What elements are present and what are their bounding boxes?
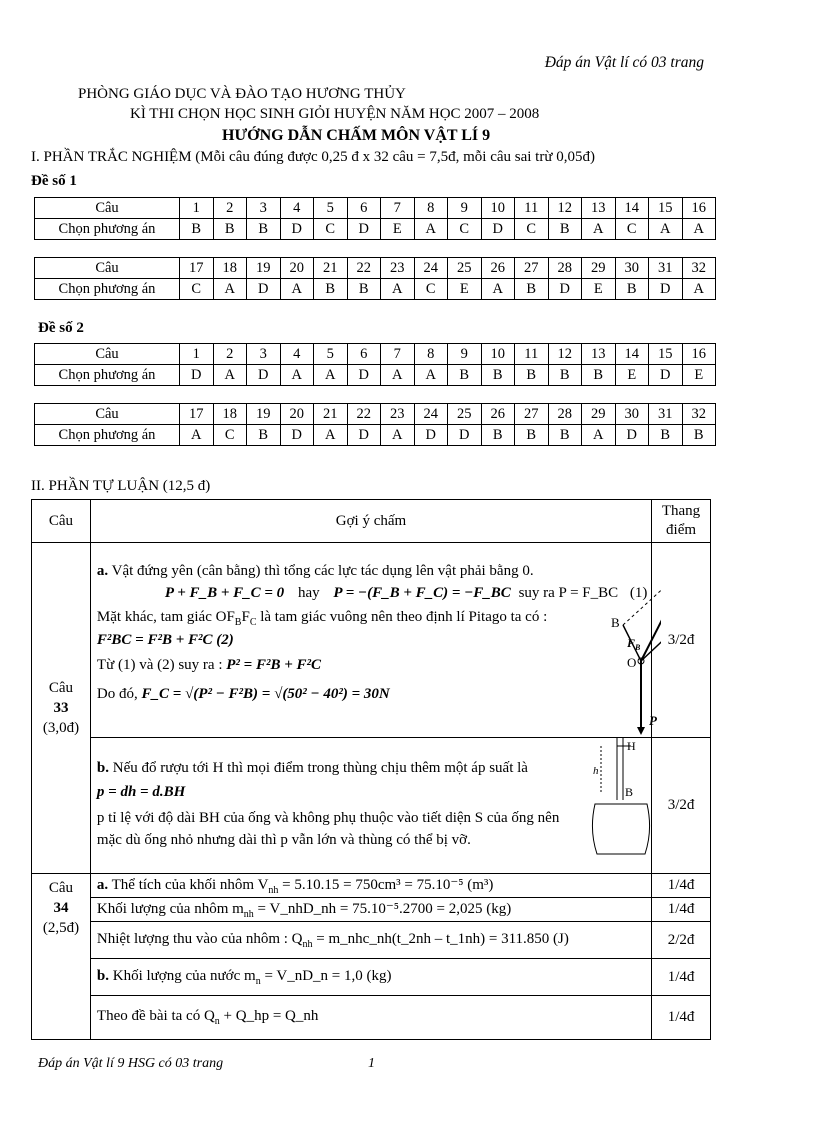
table-cell: B — [615, 279, 649, 300]
question-row — [35, 258, 716, 279]
table-cell: D — [347, 425, 381, 446]
label-h: H — [626, 739, 636, 753]
table-cell: C — [515, 219, 549, 240]
de2-table-1 — [34, 343, 716, 386]
q34-row-2-score: 1/4đ — [652, 898, 711, 922]
table-cell: A — [414, 365, 448, 386]
table-cell: A — [582, 425, 616, 446]
table-cell: D — [180, 365, 214, 386]
row-label: Câu — [35, 198, 180, 219]
part2-heading: II. PHẦN TỰ LUẬN (12,5 đ) — [31, 478, 211, 494]
table-cell: 18 — [213, 258, 247, 279]
q33a-ref1: (1) — [629, 585, 648, 601]
table-cell: 31 — [649, 404, 683, 425]
table-cell: D — [481, 219, 515, 240]
table-cell: 19 — [247, 404, 281, 425]
table-cell: 4 — [280, 198, 314, 219]
table-cell: A — [381, 425, 415, 446]
table-cell: 15 — [649, 198, 683, 219]
q34-row-3-rest: = m_nhc_nh(t_2nh – t_1nh) = 311.850 (J) — [312, 930, 569, 947]
table-cell: 8 — [414, 344, 448, 365]
table-cell: A — [481, 279, 515, 300]
q34-row-1-score: 1/4đ — [652, 874, 711, 898]
table-cell: 31 — [649, 258, 683, 279]
table-cell: A — [381, 365, 415, 386]
table-cell: 17 — [180, 258, 214, 279]
table-cell: 25 — [448, 258, 482, 279]
col-header-thang — [652, 500, 711, 543]
q33a-line6 — [97, 686, 390, 703]
de2-table-2 — [34, 403, 716, 446]
row-label: Câu — [35, 258, 180, 279]
label-fb-sub: B — [634, 643, 641, 652]
department-name: PHÒNG GIÁO DỤC VÀ ĐÀO TẠO HƯƠNG THỦY — [78, 86, 406, 102]
q34-row-3-text: Nhiệt lượng thu vào của nhôm : Q — [96, 930, 303, 947]
table-cell: 15 — [649, 344, 683, 365]
table-cell: C — [414, 279, 448, 300]
q33a-content — [90, 543, 657, 738]
q33a-line5 — [97, 657, 321, 674]
de1-table-2 — [34, 257, 716, 300]
table-cell: C — [448, 219, 482, 240]
q33b-line1 — [97, 760, 597, 777]
table-cell: E — [582, 279, 616, 300]
q33b-score: 3/2đ — [652, 738, 711, 874]
q33a-line1 — [97, 563, 637, 580]
q33b-content — [90, 738, 651, 874]
table-cell: 12 — [548, 198, 582, 219]
table-cell: D — [649, 365, 683, 386]
table-cell: 22 — [347, 404, 381, 425]
q34-row-2-text: Khối lượng của nhôm m — [96, 901, 244, 917]
table-cell: 3 — [247, 198, 281, 219]
table-cell: A — [314, 365, 348, 386]
table-cell: B — [247, 425, 281, 446]
page-number: 1 — [368, 1056, 375, 1071]
q33a-text5: Từ (1) và (2) suy ra : — [96, 657, 223, 673]
row-label: Chọn phương án — [35, 365, 180, 386]
table-cell: 1 — [180, 198, 214, 219]
table-cell: 21 — [314, 258, 348, 279]
table-cell: 1 — [180, 344, 214, 365]
table-cell: D — [347, 365, 381, 386]
table-cell: 30 — [615, 258, 649, 279]
q34-row-2-rest: = V_nhD_nh = 75.10⁻⁵.2700 = 2,025 (kg) — [253, 901, 512, 917]
q34-row-5-score: 1/4đ — [652, 996, 711, 1040]
q34-row-5-rest: + Q_hp = Q_nh — [219, 1008, 319, 1024]
table-cell: 24 — [414, 404, 448, 425]
table-cell: D — [448, 425, 482, 446]
table-cell: D — [414, 425, 448, 446]
table-cell: 6 — [347, 198, 381, 219]
table-cell: B — [548, 219, 582, 240]
barrel-figure — [591, 738, 653, 874]
table-cell: 14 — [615, 198, 649, 219]
q34-row-3 — [90, 922, 651, 959]
table-cell: B — [247, 219, 281, 240]
q34-row-5-sub: n — [214, 1016, 220, 1027]
table-cell: 20 — [280, 404, 314, 425]
table-cell: 11 — [515, 344, 549, 365]
table-cell: 16 — [682, 198, 716, 219]
q33a-eq1: P + F_B + F_C = 0 — [164, 585, 285, 601]
top-note: Đáp án Vật lí có 03 trang — [544, 54, 704, 71]
table-cell: A — [682, 219, 716, 240]
label-b2: B — [624, 785, 633, 799]
table-cell: 2 — [213, 198, 247, 219]
q33-label-cell — [32, 543, 91, 874]
table-cell: A — [414, 219, 448, 240]
de1-label: Đề số 1 — [31, 173, 77, 189]
dashed-line-1 — [623, 563, 661, 625]
row-label: Câu — [35, 344, 180, 365]
table-cell: 24 — [414, 258, 448, 279]
table-cell: B — [515, 279, 549, 300]
label-fb: F — [626, 636, 635, 650]
table-cell: 18 — [213, 404, 247, 425]
q33-label: Câu — [48, 680, 74, 696]
q34-row-4-score: 1/4đ — [652, 959, 711, 996]
table-cell: 25 — [448, 404, 482, 425]
table-cell: 29 — [582, 404, 616, 425]
table-cell: B — [180, 219, 214, 240]
table-cell: B — [548, 425, 582, 446]
table-cell: 7 — [381, 344, 415, 365]
part1-heading: I. PHẦN TRẮC NGHIỆM (Mỗi câu đúng được 0,25 đ x 32 câu = 7,5đ, mỗi câu sai trừ 0,05đ) — [31, 149, 595, 165]
table-cell: B — [548, 365, 582, 386]
table-cell: D — [247, 365, 281, 386]
q33b-eq: p = dh = d.BH — [96, 784, 186, 800]
table-cell: B — [515, 425, 549, 446]
table-cell: A — [582, 219, 616, 240]
barrel-body — [592, 804, 649, 854]
table-cell: 5 — [314, 198, 348, 219]
table-cell: C — [314, 219, 348, 240]
q33a-eq2: P = −(F_B + F_C) = −F_BC — [333, 585, 511, 601]
table-cell: 27 — [515, 404, 549, 425]
table-cell: E — [682, 365, 716, 386]
table-cell: 8 — [414, 198, 448, 219]
table-cell: A — [180, 425, 214, 446]
table-cell: C — [180, 279, 214, 300]
q34-row-4-rest: = V_nD_n = 1,0 (kg) — [260, 967, 392, 984]
footer-note: Đáp án Vật lí 9 HSG có 03 trang — [38, 1056, 224, 1071]
q33a-text3c: là tam giác vuông nên theo định lí Pitago ta có : — [256, 609, 548, 625]
table-cell: 27 — [515, 258, 549, 279]
table-cell: A — [682, 279, 716, 300]
table-cell: A — [381, 279, 415, 300]
table-cell: D — [247, 279, 281, 300]
q33a-bold: a. — [96, 563, 109, 579]
answer-row — [35, 219, 716, 240]
q33b-bold: b. — [96, 760, 109, 776]
q33a-text6: Do đó, — [96, 686, 138, 702]
table-cell: 9 — [448, 344, 482, 365]
table-cell: C — [213, 425, 247, 446]
table-cell: 19 — [247, 258, 281, 279]
table-cell: B — [213, 219, 247, 240]
table-cell: B — [649, 425, 683, 446]
q34-row-2 — [90, 898, 651, 922]
q33b-line4: mặc dù ống nhỏ nhưng dài thì p vẫn lớn và thùng có thể bị vỡ. — [96, 832, 471, 848]
table-cell: 22 — [347, 258, 381, 279]
row-label: Chọn phương án — [35, 425, 180, 446]
q34-row-1-rest: = 5.10.15 = 750cm³ = 75.10⁻⁵ (m³) — [278, 877, 494, 893]
question-row — [35, 344, 716, 365]
table-cell: 21 — [314, 404, 348, 425]
table-cell: D — [347, 219, 381, 240]
diem-label: điểm — [666, 522, 697, 538]
table-cell: A — [649, 219, 683, 240]
table-cell: D — [615, 425, 649, 446]
table-cell: 16 — [682, 344, 716, 365]
q34-number: 34 — [53, 900, 69, 916]
table-cell: E — [381, 219, 415, 240]
question-row — [35, 198, 716, 219]
table-cell: 12 — [548, 344, 582, 365]
q33a-score: 3/2đ — [652, 543, 711, 738]
q34-row-3-sub: nh — [302, 938, 313, 950]
q34-row-2-sub: nh — [243, 909, 254, 920]
table-cell: 7 — [381, 198, 415, 219]
q34-points: (2,5đ) — [42, 920, 80, 936]
force-diagram — [561, 543, 661, 738]
q33b-text1: Nếu đổ rượu tới H thì mọi điểm trong thùng chịu thêm một áp suất là — [109, 760, 528, 776]
table-cell: B — [515, 365, 549, 386]
q33a-sub-b: B — [234, 617, 242, 628]
essay-table — [31, 499, 711, 1040]
table-cell: A — [280, 365, 314, 386]
q34-row-1 — [90, 874, 651, 898]
fbc-vector — [641, 563, 661, 661]
label-hh: h — [592, 765, 599, 777]
table-cell: 32 — [682, 404, 716, 425]
table-cell: 26 — [481, 258, 515, 279]
table-cell: 14 — [615, 344, 649, 365]
table-cell: 26 — [481, 404, 515, 425]
table-cell: 23 — [381, 258, 415, 279]
table-cell: D — [548, 279, 582, 300]
table-cell: B — [448, 365, 482, 386]
q34-row-4-text: Khối lượng của nước m — [109, 967, 256, 984]
col-header-goiy: Gợi ý chấm — [90, 500, 651, 543]
answer-row — [35, 279, 716, 300]
table-cell: 13 — [582, 344, 616, 365]
q34-row-4-sub: n — [255, 975, 261, 987]
table-cell: 30 — [615, 404, 649, 425]
q33-points: (3,0đ) — [42, 720, 80, 736]
col-header-cau: Câu — [32, 500, 91, 543]
table-cell: 6 — [347, 344, 381, 365]
answer-row — [35, 365, 716, 386]
de2-label: Đề số 2 — [38, 320, 84, 336]
table-cell: B — [582, 365, 616, 386]
table-cell: B — [481, 425, 515, 446]
q34-row-1-text: Thể tích của khối nhôm V — [108, 877, 269, 893]
table-cell: E — [448, 279, 482, 300]
table-cell: 28 — [548, 258, 582, 279]
q34-row-3-score: 2/2đ — [652, 922, 711, 959]
table-cell: D — [649, 279, 683, 300]
table-cell: A — [213, 279, 247, 300]
q33-number: 33 — [53, 700, 69, 716]
table-cell: 4 — [280, 344, 314, 365]
row-label: Câu — [35, 404, 180, 425]
table-cell: A — [314, 425, 348, 446]
q34-label-cell — [32, 874, 91, 1040]
table-cell: 13 — [582, 198, 616, 219]
table-cell: 11 — [515, 198, 549, 219]
exam-name: KÌ THI CHỌN HỌC SINH GIỎI HUYỆN NĂM HỌC 2007 – 2008 — [130, 106, 540, 122]
table-cell: 5 — [314, 344, 348, 365]
answer-row — [35, 425, 716, 446]
q34-row-5-text: Theo đề bài ta có Q — [96, 1008, 215, 1024]
q33a-suyra: suy ra P = F_BC — [518, 585, 619, 601]
q33a-text3: Mặt khác, tam giác OF — [96, 609, 235, 625]
table-cell: 3 — [247, 344, 281, 365]
label-p: P — [648, 713, 657, 728]
q34-row-1-bold: a. — [96, 877, 109, 893]
label-b: B — [610, 615, 620, 630]
p-arrowhead — [637, 727, 645, 735]
row-label: Chọn phương án — [35, 219, 180, 240]
q34-label: Câu — [48, 880, 74, 896]
table-cell: A — [280, 279, 314, 300]
table-cell: 17 — [180, 404, 214, 425]
q34-row-5 — [90, 996, 651, 1040]
q34-row-4-bold: b. — [96, 967, 109, 984]
table-cell: 10 — [481, 344, 515, 365]
q33a-sub-c: C — [249, 617, 257, 628]
table-cell: A — [213, 365, 247, 386]
table-cell: 10 — [481, 198, 515, 219]
table-cell: 20 — [280, 258, 314, 279]
table-cell: D — [280, 219, 314, 240]
q33a-text3b: F — [241, 609, 250, 625]
table-cell: D — [280, 425, 314, 446]
q33a-eq4: P² = F²B + F²C — [226, 657, 322, 673]
q33a-hay: hay — [297, 585, 320, 601]
document-title: HƯỚNG DẪN CHẤM MÔN VẬT LÍ 9 — [222, 127, 491, 144]
table-cell: 29 — [582, 258, 616, 279]
question-row — [35, 404, 716, 425]
table-cell: E — [615, 365, 649, 386]
q34-row-4 — [90, 959, 651, 996]
table-cell: 9 — [448, 198, 482, 219]
table-cell: B — [682, 425, 716, 446]
q33a-eq3: F²BC = F²B + F²C (2) — [96, 632, 234, 648]
table-cell: C — [615, 219, 649, 240]
table-cell: 28 — [548, 404, 582, 425]
thang-label: Thang — [661, 503, 701, 519]
table-cell: B — [314, 279, 348, 300]
table-cell: 23 — [381, 404, 415, 425]
table-cell: B — [347, 279, 381, 300]
table-cell: B — [481, 365, 515, 386]
de1-table-1 — [34, 197, 716, 240]
q34-row-1-sub: nh — [268, 885, 279, 896]
table-cell: 2 — [213, 344, 247, 365]
row-label: Chọn phương án — [35, 279, 180, 300]
label-o: O — [626, 655, 637, 670]
q33b-line3: p tỉ lệ với độ dài BH của ống và không phụ thuộc vào tiết diện S của ống nên — [96, 810, 560, 826]
table-cell: 32 — [682, 258, 716, 279]
q33a-eq5: F_C = √(P² − F²B) = √(50² − 40²) = 30N — [141, 686, 390, 702]
q33a-text1: Vật đứng yên (cân bằng) thì tổng các lực tác dụng lên vật phải bằng 0. — [108, 563, 534, 579]
